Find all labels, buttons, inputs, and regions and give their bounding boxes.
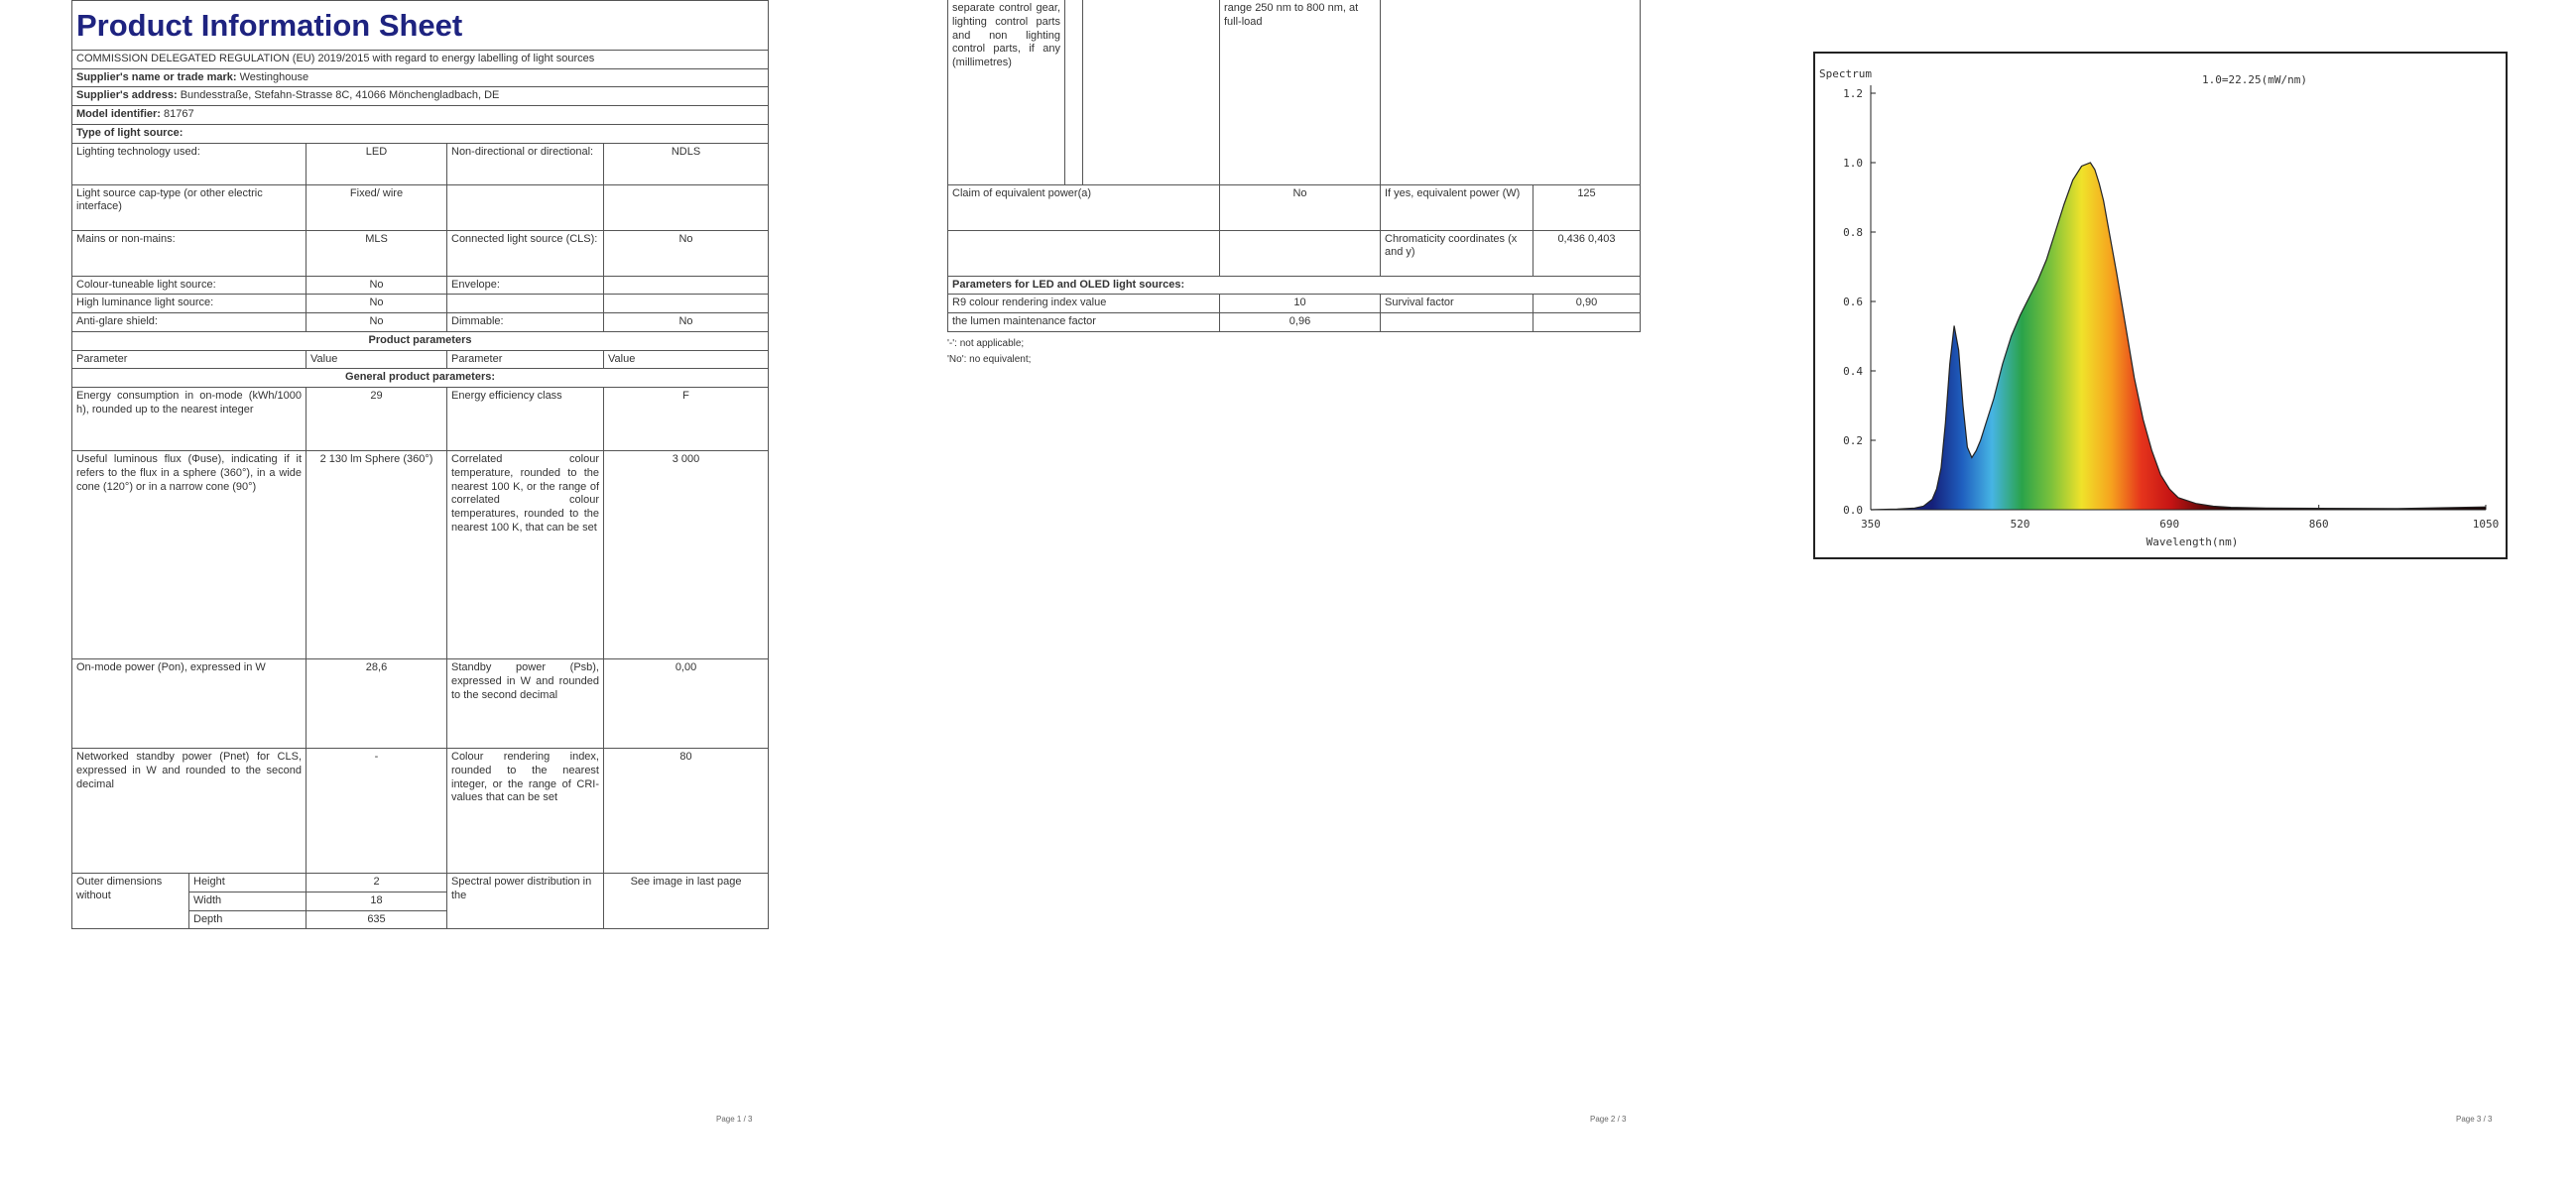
type-value: [604, 295, 769, 313]
dimension-value: 2: [307, 874, 447, 892]
parameter-name: Energy consumption in on-mode (kWh/1000 h), rounded up to the nearest integer: [72, 388, 307, 451]
regulation-text: COMMISSION DELEGATED REGULATION (EU) 2019/2015 with regard to energy labelling of light sources: [72, 50, 769, 68]
parameter-row: [948, 295, 1641, 313]
supplier-name-row: [72, 68, 769, 87]
type-param: Envelope:: [447, 276, 604, 295]
parameter-value: 0,96: [1220, 313, 1381, 332]
empty-cell: [1083, 0, 1220, 184]
column-header: Value: [307, 350, 447, 369]
page-number: Page 2 / 3: [1590, 1115, 1627, 1124]
parameter-value: 10: [1220, 295, 1381, 313]
parameter-value: 3 000: [604, 451, 769, 659]
parameter-value: 0,90: [1533, 295, 1641, 313]
parameter-value: [1533, 313, 1641, 332]
supplier-address-row: [72, 87, 769, 106]
parameter-row: [948, 230, 1641, 276]
chart-annotation: 1.0=22.25(mW/nm): [2202, 73, 2307, 86]
empty-cell: [1065, 0, 1083, 184]
spectrum-svg: [1815, 54, 2506, 557]
parameter-row: [72, 659, 769, 749]
type-param: Lighting technology used:: [72, 143, 307, 184]
page-title: Product Information Sheet: [72, 1, 769, 51]
general-parameters-heading: General product parameters:: [72, 369, 769, 388]
type-value: Fixed/ wire: [307, 184, 447, 230]
dimension-row: [72, 874, 769, 892]
spectral-continued: range 250 nm to 800 nm, at full-load: [1220, 0, 1381, 184]
x-tick-label: 690: [2159, 518, 2180, 531]
type-param: Mains or non-mains:: [72, 230, 307, 276]
parameter-name: [948, 230, 1220, 276]
parameter-name: Colour rendering index, rounded to the nearest integer, or the range of CRI-values that can be set: [447, 749, 604, 874]
parameter-row: [72, 388, 769, 451]
page-2: [947, 0, 1640, 1130]
dimension-label: Height: [189, 874, 307, 892]
parameter-name: If yes, equivalent power (W): [1381, 184, 1533, 230]
spectrum-area: [1871, 163, 2486, 510]
parameter-value: 125: [1533, 184, 1641, 230]
parameter-name: Chromaticity coordinates (x and y): [1381, 230, 1533, 276]
type-value: No: [307, 313, 447, 332]
parameter-name: Correlated colour temperature, rounded to the nearest 100 K, or the range of correlated colour temperatures, rounded to the nearest 100 K, that can be set: [447, 451, 604, 659]
product-information-table: [71, 0, 769, 929]
x-tick-label: 350: [1861, 518, 1881, 531]
dimension-label: Width: [189, 892, 307, 910]
dimensions-continued: separate control gear, lighting control parts and non lighting control parts, if any (millimetres): [948, 0, 1065, 184]
x-tick-label: 520: [2010, 518, 2030, 531]
x-axis-label: Wavelength(nm): [2146, 536, 2239, 548]
type-param: Anti-glare shield:: [72, 313, 307, 332]
dimension-value: 18: [307, 892, 447, 910]
column-header: Value: [604, 350, 769, 369]
parameter-value: 80: [604, 749, 769, 874]
model-label: Model identifier:: [76, 108, 161, 120]
type-param: Dimmable:: [447, 313, 604, 332]
parameter-name: Claim of equivalent power(a): [948, 184, 1220, 230]
column-header: Parameter: [447, 350, 604, 369]
parameter-name: Useful luminous flux (Φuse), indicating if it refers to the flux in a sphere (360°), in a wide cone (120°) or in a narrow cone (90°): [72, 451, 307, 659]
parameter-name: On-mode power (Pon), expressed in W: [72, 659, 307, 749]
parameter-name: the lumen maintenance factor: [948, 313, 1220, 332]
footnote: 'No': no equivalent;: [947, 353, 1032, 365]
y-tick-label: 0.4: [1843, 365, 1863, 378]
type-param: [447, 295, 604, 313]
model-identifier: 81767: [164, 108, 194, 120]
parameter-row: [948, 313, 1641, 332]
parameter-value: 0,436 0,403: [1533, 230, 1641, 276]
empty-cell: [1381, 0, 1641, 184]
parameter-name: Energy efficiency class: [447, 388, 604, 451]
parameter-row: [72, 451, 769, 659]
supplier-name-label: Supplier's name or trade mark:: [76, 70, 237, 83]
spectral-value: See image in last page: [604, 874, 769, 929]
continuation-row: [948, 0, 1641, 184]
type-param: Light source cap-type (or other electric interface): [72, 184, 307, 230]
x-tick-label: 860: [2308, 518, 2329, 531]
type-param: High luminance light source:: [72, 295, 307, 313]
footnote: '-': not applicable;: [947, 337, 1025, 349]
supplier-address: Bundesstraße, Stefahn-Strasse 8C, 41066 Mönchengladbach, DE: [180, 89, 500, 102]
spectrum-chart: [1813, 52, 2508, 559]
continuation-table: [947, 0, 1641, 332]
type-value: LED: [307, 143, 447, 184]
type-value: MLS: [307, 230, 447, 276]
spectral-label: Spectral power distribution in the: [447, 874, 604, 929]
parameter-name: Networked standby power (Pnet) for CLS, expressed in W and rounded to the second decimal: [72, 749, 307, 874]
page-number: Page 1 / 3: [716, 1115, 753, 1124]
type-value: No: [307, 276, 447, 295]
page-1: [71, 0, 768, 1130]
type-value: NDLS: [604, 143, 769, 184]
parameter-value: 28,6: [307, 659, 447, 749]
parameter-value: F: [604, 388, 769, 451]
type-row: [72, 230, 769, 276]
y-tick-label: 0.8: [1843, 226, 1863, 239]
product-parameters-heading: Product parameters: [72, 331, 769, 350]
y-tick-label: 0.6: [1843, 296, 1863, 308]
footnotes: [947, 336, 1640, 368]
type-of-light-source-label: Type of light source:: [72, 124, 769, 143]
type-row: [72, 295, 769, 313]
y-tick-label: 1.0: [1843, 157, 1863, 170]
type-row: [72, 276, 769, 295]
type-row: [72, 184, 769, 230]
parameter-value: 2 130 lm Sphere (360°): [307, 451, 447, 659]
type-param: Connected light source (CLS):: [447, 230, 604, 276]
parameter-name: Standby power (Psb), expressed in W and rounded to the second decimal: [447, 659, 604, 749]
type-row: [72, 313, 769, 332]
type-row: [72, 143, 769, 184]
type-value: [604, 276, 769, 295]
parameter-value: 0,00: [604, 659, 769, 749]
type-value: No: [604, 230, 769, 276]
chart-title: Spectrum: [1819, 67, 1872, 80]
outer-dimensions-label: Outer dimensions without: [72, 874, 189, 929]
type-param: Colour-tuneable light source:: [72, 276, 307, 295]
type-value: No: [307, 295, 447, 313]
model-row: [72, 106, 769, 125]
supplier-address-label: Supplier's address:: [76, 89, 178, 102]
dimension-label: Depth: [189, 910, 307, 929]
y-tick-label: 0.2: [1843, 434, 1863, 447]
type-value: No: [604, 313, 769, 332]
column-headers: [72, 350, 769, 369]
parameter-name: [1381, 313, 1533, 332]
y-tick-label: 0.0: [1843, 504, 1863, 517]
parameter-row: [948, 184, 1641, 230]
type-param: Non-directional or directional:: [447, 143, 604, 184]
parameter-value: -: [307, 749, 447, 874]
parameter-value: [1220, 230, 1381, 276]
parameter-name: Survival factor: [1381, 295, 1533, 313]
x-tick-label: 1050: [2472, 518, 2500, 531]
type-value: [604, 184, 769, 230]
parameter-value: No: [1220, 184, 1381, 230]
dimension-value: 635: [307, 910, 447, 929]
parameter-value: 29: [307, 388, 447, 451]
type-param: [447, 184, 604, 230]
led-parameters-heading: Parameters for LED and OLED light sources:: [948, 276, 1641, 295]
column-header: Parameter: [72, 350, 307, 369]
parameter-name: R9 colour rendering index value: [948, 295, 1220, 313]
supplier-name: Westinghouse: [239, 70, 309, 83]
parameter-row: [72, 749, 769, 874]
page-number: Page 3 / 3: [2456, 1115, 2493, 1124]
y-tick-label: 1.2: [1843, 87, 1863, 100]
